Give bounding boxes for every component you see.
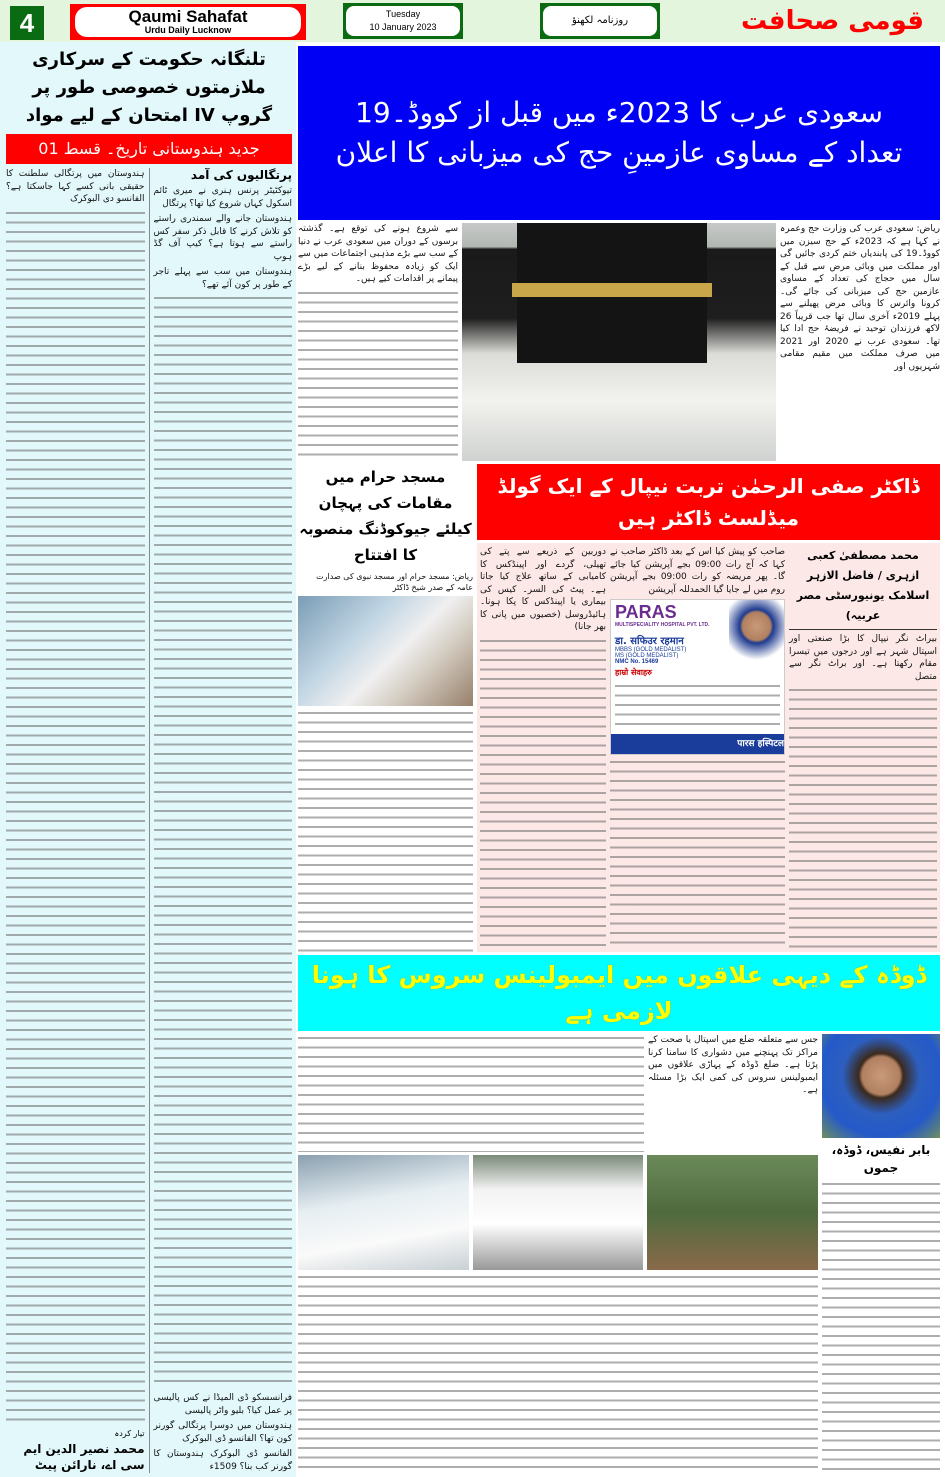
left-col-b-text <box>6 209 145 1427</box>
kaaba-photo <box>462 223 776 461</box>
masjid-text <box>298 709 473 952</box>
qa-line: ہندوستان میں سب سے پہلے تاجر کے طور پر کون آئے تھے؟ <box>153 267 292 290</box>
ad-nmc: NMC No. 15469 <box>615 659 659 665</box>
doctor-story <box>477 464 940 952</box>
newspaper-tagline: Urdu Daily Lucknow <box>144 25 232 35</box>
saudi-story-text <box>298 289 458 462</box>
doctor-photo <box>729 600 784 675</box>
qa-line: فرانسسکو ڈی المیڈا نے کس پالیسی پر عمل کیا؟ بلیو واٹر پالیسی <box>153 1393 292 1416</box>
left-headline: تلنگانہ حکومت کے سرکاری ملازمتوں خصوصی طور پر گروپ IV امتحان کے لیے مواد <box>25 49 273 126</box>
doctor-story-bg <box>477 543 940 952</box>
reporter-photo <box>822 1034 940 1138</box>
masjid-story <box>298 464 473 952</box>
byline-line: اسلامک یونیورسٹی مصر عربیہ) <box>796 589 930 622</box>
ambulance-intro: جس سے متعلقہ ضلع میں اسپتال یا صحت کے مراکز تک پہنچنے میں دشواری کا سامنا کرنا پڑتا ہے۔ ضلع ڈوڈہ کے پہاڑی علاقوں میں ایمبولینس سروس کی کمی ایک بڑا مسئلہ ہے۔ <box>648 1035 818 1095</box>
saudi-story-col-2: سے شروع ہونے کی توقع ہے۔ گذشتہ برسوں کے دوران میں سعودی عرب نے دنیا کے سب سے بڑے مذہبی اجتماعات میں سے ایک کو زیادہ محفوظ بنانے کے لیے بڑے پیمانے پر اقدامات کیے ہیں۔ <box>298 224 458 284</box>
main-area <box>298 46 940 1474</box>
doctor-text-col-1 <box>789 686 937 949</box>
ambulance-text-top <box>298 1034 644 1152</box>
villagers-photo <box>647 1155 818 1270</box>
doctor-headline: ڈاکٹر صفی الرحمٰن تربت نیپال کے ایک گولڈ میڈلسٹ ڈاکٹر ہیں <box>477 464 940 540</box>
doctor-text-col-2: صاحب کو پیش کیا اس کے بعد ڈاکٹر صاحب نے کہا کہ آج رات 09:00 بجے آپریشن کیا جائے گا۔ پھر مریضہ کو رات 09:00 بجے آپریشن روم میں لے جایا گیا الحمدللہ آپریشن <box>610 547 785 595</box>
masjid-headline-line-1: مسجد حرام میں مقامات کی پہچان <box>318 468 453 512</box>
newspaper-name: Qaumi Sahafat <box>128 7 248 26</box>
ad-degree: MS (GOLD MEDALIST) <box>615 653 679 659</box>
ambulance-photo <box>473 1155 644 1270</box>
column-divider <box>149 168 150 1473</box>
masjid-headline-line-2: کیلئے جیوکوڈنگ منصوبہ کا افتتاح <box>299 520 472 564</box>
lead-headline-line-2: تعداد کے مساوی عازمینِ حج کی میزبانی کا اعلان <box>335 136 903 169</box>
date-box <box>343 3 463 39</box>
ad-degree: MBBS (GOLD MEDALIST) <box>615 647 687 653</box>
paras-hospital-ad <box>610 599 785 755</box>
ambulance-text-bottom <box>298 1273 818 1474</box>
page-number: 4 <box>10 6 44 40</box>
masjid-photo <box>298 596 473 706</box>
qa-line: تیوکٹیٹر پرنس ہنری نے میری ٹائم اسکول کہاں شروع کیا تھا؟ پرتگال <box>153 186 292 209</box>
lead-headline-line-1: سعودی عرب کا 2023ء میں قبل از کووڈ۔19 <box>355 96 883 129</box>
author-label: تیار کردہ <box>114 1429 145 1438</box>
left-col-a-text <box>154 294 293 1389</box>
ad-hospital: PARAS <box>615 602 677 622</box>
qa-line: ہندوستان جانے والے سمندری راستے کو تلاش کرنے کا قابل ذکر سفر کس راستے سے ہوتا ہے؟ کیپ آف گڈ ہوپ <box>153 214 292 262</box>
series-title-bar: جدید ہندوستانی تاریخ۔ قسط 01 <box>6 134 292 164</box>
middle-row <box>298 464 940 952</box>
masjid-intro: ریاض: مسجد حرام اور مسجد نبوی کی صدارت عامہ کے صدر شیخ ڈاکٹر <box>316 572 473 592</box>
left-col-a <box>154 168 293 1473</box>
doctor-text-col-3: دوربین کے ذریعے سے پتے کی تھیلی، گردے اور اپینڈکس کا کامیابی کے ساتھ علاج کیا جاتا ہے۔ پیٹ کی السر۔ کیس کی بیماری یا اپینڈکس کا پکا ہونا۔ ہائیڈروسل (خصیوں میں پانی کا بھر جانا) <box>480 547 606 632</box>
byline-line: محمد مصطفیٰ کعبی ازہری / فاضل الازہر <box>806 549 920 582</box>
saudi-story-col-1: ریاض: سعودی عرب کی وزارت حج وعمرہ نے کہا ہے کہ 2023ء کے حج سیزن میں کووڈ۔19 کی پابندیاں ختم کردی جائیں گی اور مملکت میں وبائی مرض سے قبل کے سال میں حجاج کی تعداد کے مساوی عازمین حج کی میزبانی کی جائے گی۔ کرونا وائرس کا وبائی مرض پھیلنے سے پہلے 2019ء آخری سال تھا جب قریباً 26 لاکھ فرزندان توحید نے فریضۂ حج ادا کیا تھا۔ سعودی عرب نے 2020 اور 2021 میں صرف مملکت میں مقیم مقامی شہریوں اور <box>780 224 940 372</box>
reporter-name: بابر نفیس، ڈوڈہ، جموں <box>831 1143 931 1175</box>
lead-headline <box>298 46 940 220</box>
doctor-byline <box>789 546 937 630</box>
qa-line: ہندوستان میں پرتگالی سلطنت کا حقیقی بانی کسے کہا جاسکتا ہے؟ الفانسو دی البوکرک <box>6 169 145 204</box>
newspaper-name-box <box>70 4 306 40</box>
snow-stretcher-photo <box>298 1155 469 1270</box>
left-col-b <box>6 168 145 1473</box>
ad-footer: पारस हस्पिटल <box>611 734 784 754</box>
doctor-intro: بیراٹ نگر نیپال کا بڑا صنعتی اور اسپتال شہر ہے اور درجوں میں تیسرا مقام رکھتا ہے۔ اور براٹ نگر سے متصل <box>789 634 937 682</box>
doctor-text-col-2b <box>610 758 785 949</box>
qa-line: ہندوستان میں دوسرا پرتگالی گورنر کون تھا؟ الفانسو ڈی البوکرک <box>153 1421 292 1444</box>
ambulance-story <box>298 1034 940 1474</box>
ad-services-list <box>615 682 780 732</box>
qa-line: الفانسو ڈی البوکرک ہندوستان کا گورنر کب بنا؟ 1509ء <box>153 1449 292 1472</box>
ambulance-text-col-1 <box>822 1180 940 1474</box>
masjid-headline <box>298 464 473 568</box>
urdu-daily-label: روزنامہ لکھنؤ <box>543 6 657 36</box>
doctor-text-col-3b <box>480 637 606 950</box>
urdu-daily-box <box>540 3 660 39</box>
day: Tuesday <box>385 9 421 19</box>
subhead: پرتگالیوں کی آمد <box>190 168 292 182</box>
date: 10 January 2023 <box>369 22 437 32</box>
left-column <box>0 42 296 1477</box>
ad-services: हाम्रो सेवाहरु <box>615 668 652 677</box>
saudi-story <box>298 223 940 461</box>
ad-hospital-sub: MULTISPECIALITY HOSPITAL PVT. LTD. <box>615 622 710 628</box>
ambulance-headline: ڈوڈہ کے دیہی علاقوں میں ایمبولینس سروس کا ہونا لازمی ہے <box>298 955 940 1031</box>
urdu-logo: قومی صحافت <box>741 6 924 36</box>
author: محمد نصیر الدین ایم سی اے، نارائن پیٹ <box>23 1442 145 1472</box>
ad-doctor: डा. सफिउर रहमान <box>615 636 684 647</box>
